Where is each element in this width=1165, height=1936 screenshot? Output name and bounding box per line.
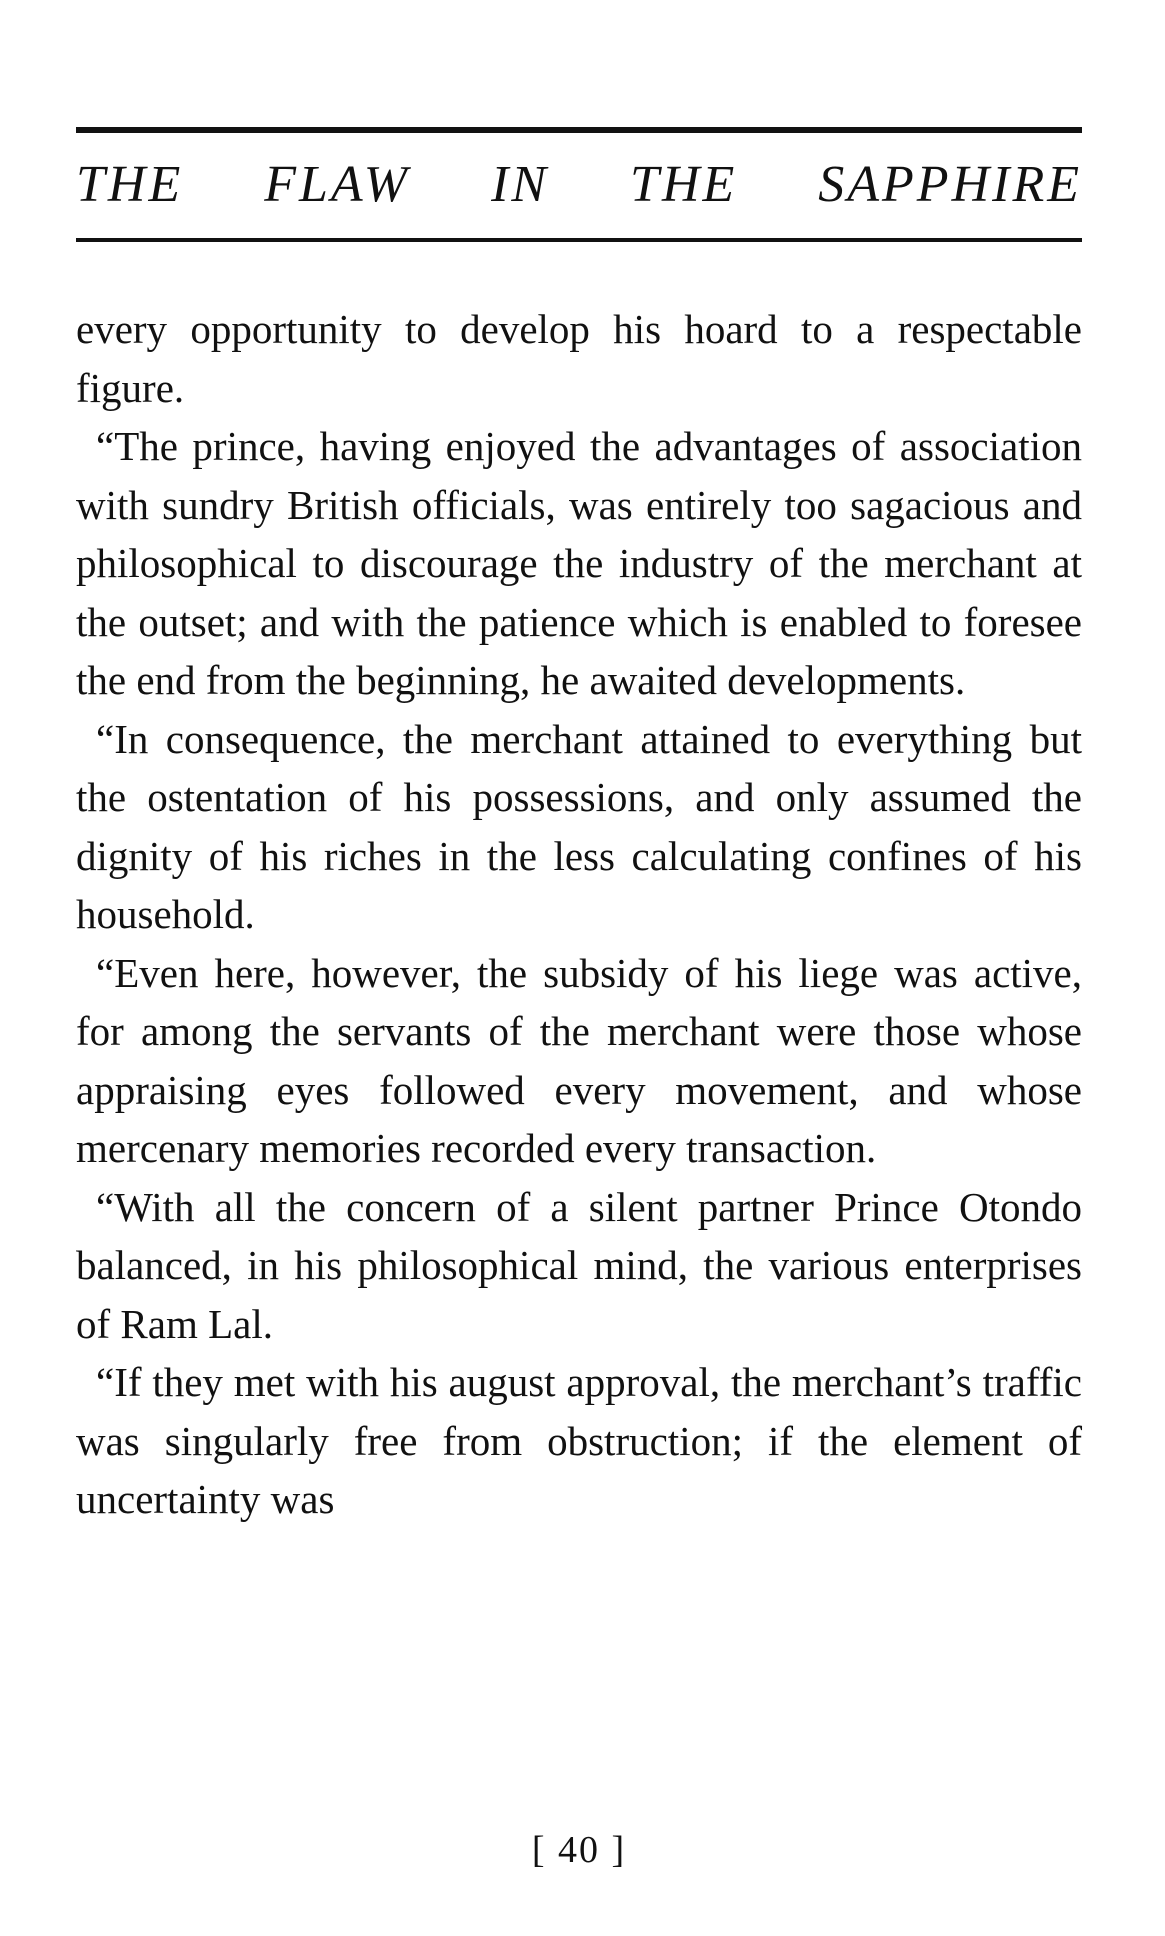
body-text — [76, 300, 1082, 1529]
running-head-word: THE — [76, 156, 184, 213]
paragraph: “Even here, however, the subsidy of his liege was active, for among the servants of the merchant were those whose appraising eyes followed every movement, and whose mercenary memories recorded every transaction. — [76, 949, 1082, 1171]
running-head — [76, 150, 1082, 220]
page-number: [ 40 ] — [531, 1829, 627, 1871]
paragraph: every opportunity to develop his hoard to a respectable figure. — [76, 306, 1082, 411]
running-head-word: THE — [630, 156, 738, 213]
running-head-word: IN — [491, 156, 550, 213]
running-head-word: FLAW — [264, 156, 411, 213]
header-rule-top — [76, 127, 1082, 133]
paragraph: “In consequence, the merchant attained to everything but the ostentation of his possessions, and only assumed the dignity of his riches in the less calculating confines of his household. — [76, 715, 1082, 937]
running-head-word: SAPPHIRE — [818, 156, 1082, 213]
header-rule-bottom — [76, 238, 1082, 242]
book-page — [76, 0, 1082, 1936]
paragraph: “If they met with his august approval, the merchant’s traffic was singularly free from obstruction; if the element of uncertainty was — [76, 1359, 1082, 1522]
paragraph: “The prince, having enjoyed the advantages of association with sundry British officials, was entirely too sagacious and philosophical to discourage the industry of the merchant at the outset; and with the patience which is enabled to foresee the end from the beginning, he awaited developments. — [76, 423, 1082, 703]
paragraph: “With all the concern of a silent partner Prince Otondo balanced, in his philosophical mind, the various enterprises of Ram Lal. — [76, 1183, 1082, 1347]
